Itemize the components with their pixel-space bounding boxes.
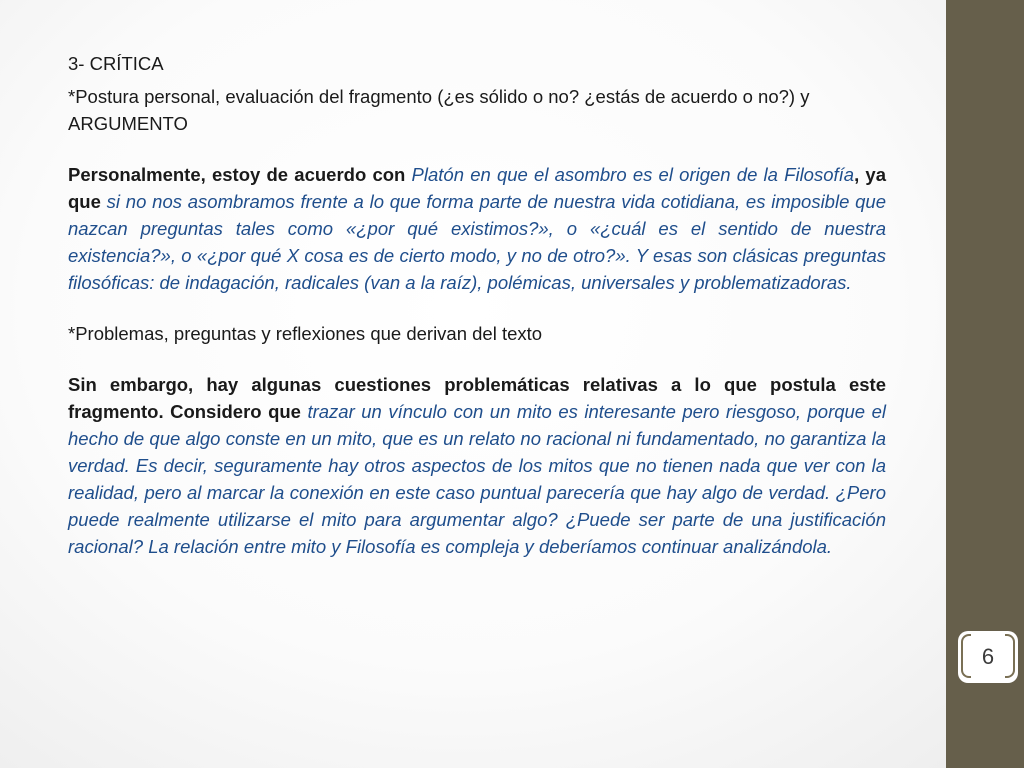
slide-content — [68, 50, 886, 560]
paragraph-problems — [68, 371, 886, 560]
paragraph-agreement-bold-1: Personalmente, estoy de acuerdo con — [68, 164, 412, 185]
section-intro: *Postura personal, evaluación del fragmento (¿es sólido o no? ¿estás de acuerdo o no?) y ARGUMENTO — [68, 86, 810, 134]
paragraph-problems-bold-1: Sin embargo, hay algunas cuestiones problemáticas relativas a lo que postula este fragmento. Considero que — [68, 374, 886, 422]
page-number: 6 — [981, 644, 995, 669]
paragraph-agreement — [68, 161, 886, 296]
section-subheading: *Problemas, preguntas y reflexiones que derivan del texto — [68, 323, 543, 344]
paragraph-agreement-italic-1: Platón en que el asombro es el origen de la Filosofía — [411, 164, 855, 185]
section-heading: 3- CRÍTICA — [68, 53, 164, 74]
paragraph-agreement-italic-2: si no nos asombramos frente a lo que forma parte de nuestra vida cotidiana, es imposible que nazcan preguntas tales como «¿por qué existimos?», o «¿cuál es el sentido de nuestra existencia?», o «¿por qué X cosa es de cierto modo, y no de otro?». Y esas son clásicas preguntas filosóficas: de indagación, radicales (van a la raíz), polémicas, universales y problematizadoras. — [68, 191, 887, 293]
page-number-badge — [958, 631, 1018, 683]
paragraph-agreement-bold-2: , ya que — [68, 164, 886, 212]
paragraph-problems-italic-1: trazar un vínculo con un mito es interesante pero riesgoso, porque el hecho de que algo conste en un mito, que es un relato no racional ni fundamentado, no garantiza la verdad. Es decir, seguramente hay otros aspectos de los mitos que no tienen nada que ver con la realidad, pero al marcar la conexión en este caso puntual parecería que hay algo de verdad. ¿Pero puede realmente utilizarse el mito para argumentar algo? ¿Puede ser parte de una justificación racional? La relación entre mito y Filosofía es compleja y deberíamos continuar analizándola. — [68, 401, 886, 557]
